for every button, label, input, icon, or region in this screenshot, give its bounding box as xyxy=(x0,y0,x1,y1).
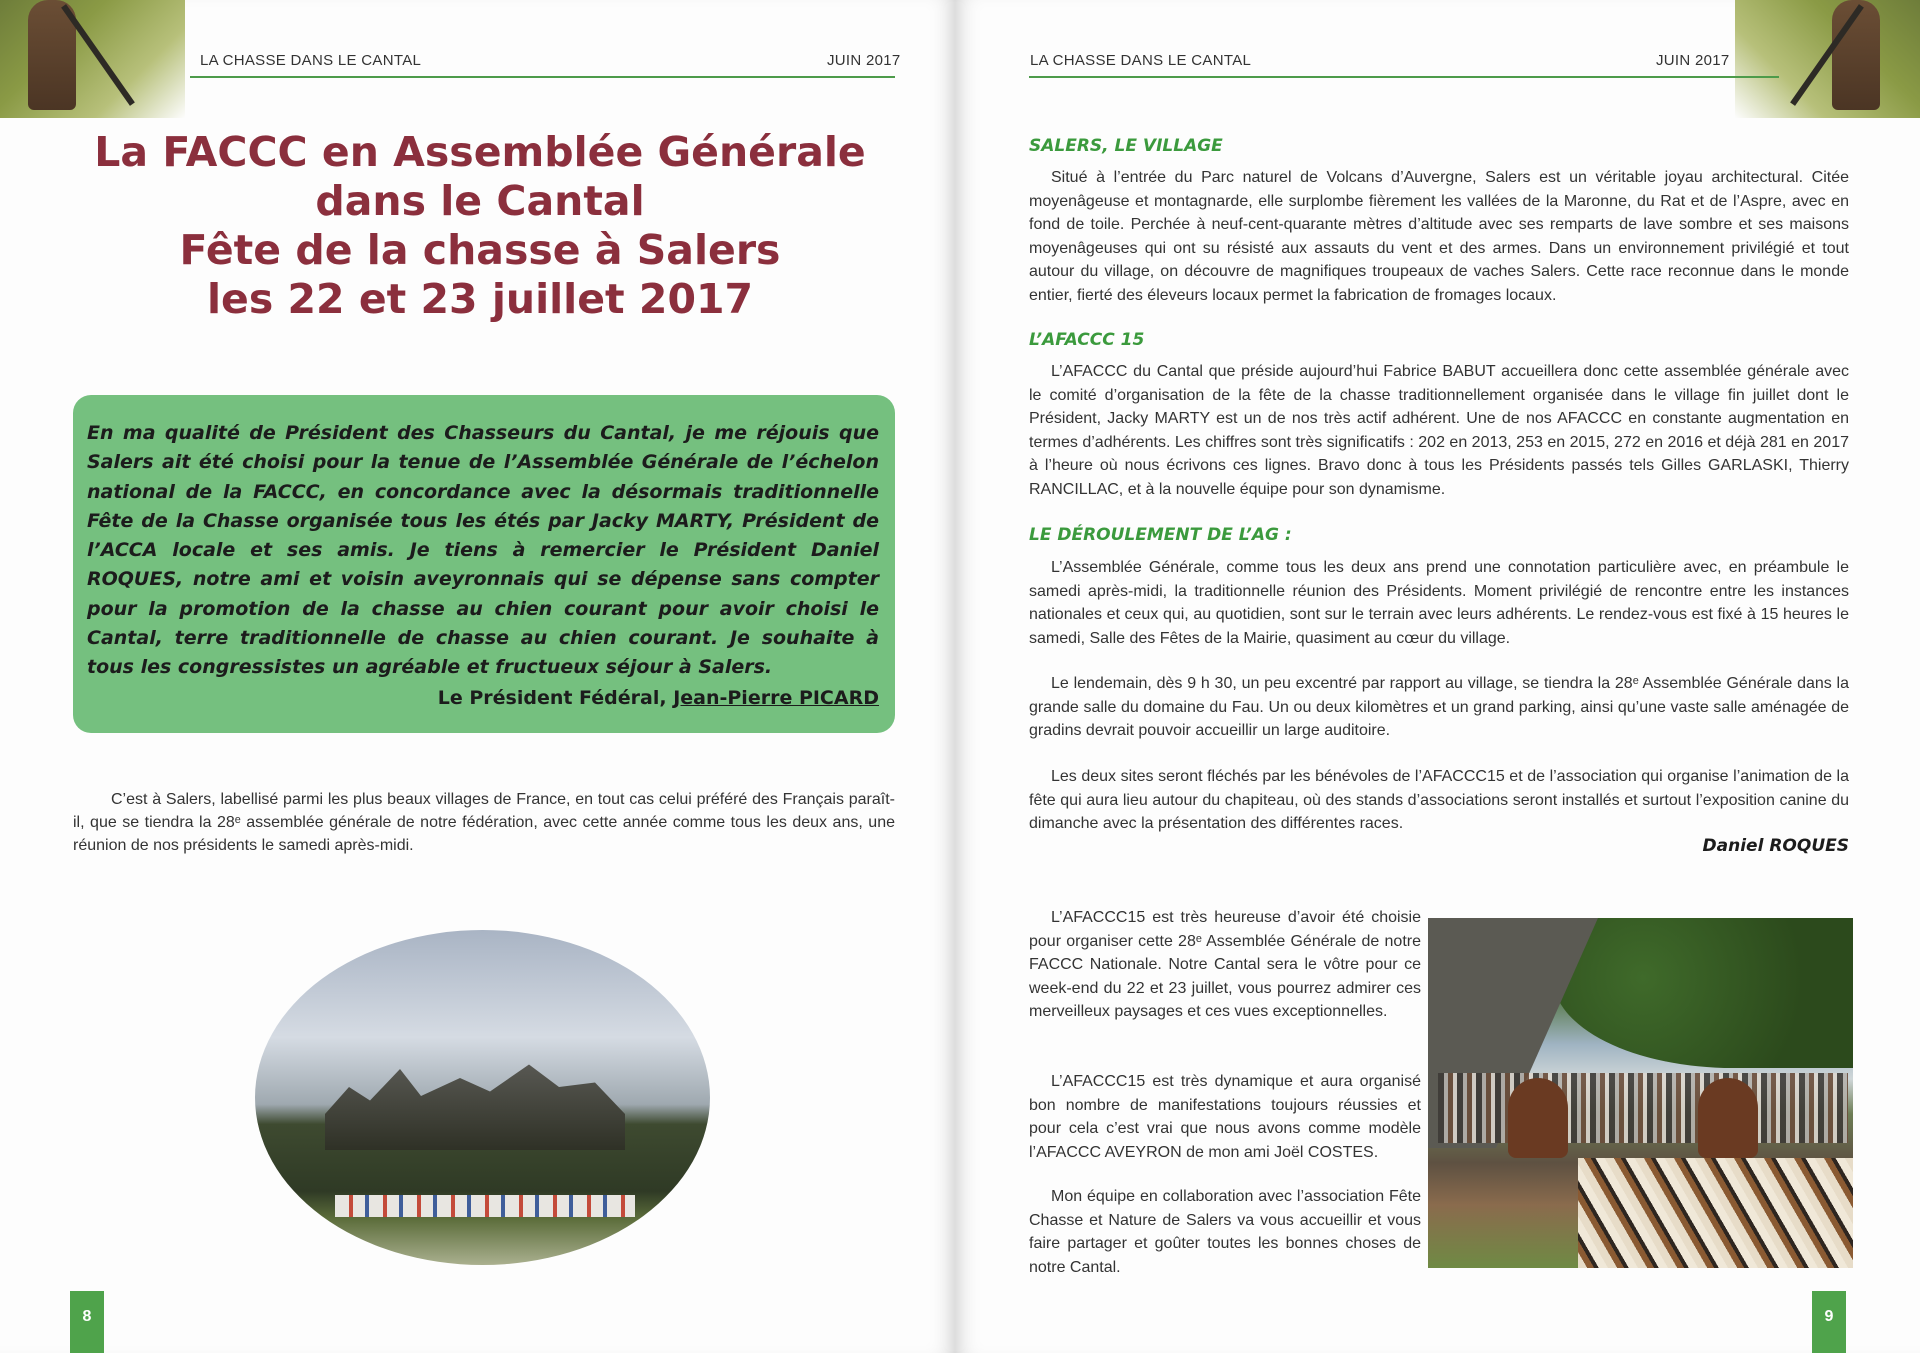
header-publication: LA CHASSE DANS LE CANTAL xyxy=(200,52,422,69)
left-page xyxy=(0,0,955,1353)
header-date: JUIN 2017 xyxy=(1656,52,1730,69)
section-paragraph: Le lendemain, dès 9 h 30, un peu excentré par rapport au village, se tiendra la 28ᵉ Assemblée Générale dans la grande salle du domaine du Fau. Un ou deux kilomètres et un grand parking, ainsi qu’une vaste salle aménagée de gradins devrait pouvoir accueillir un large auditoire. xyxy=(1029,675,1849,739)
article-author: Daniel ROQUES xyxy=(1702,836,1849,856)
section-paragraph: L’AFACCC du Cantal que préside aujourd’hui Fabrice BABUT accueillera donc cette assemblée générale avec le comité d’organisation de la fête de la chasse traditionnellement organisée dans le village fin juillet dont le Président, Jacky MARTY est un de nos très actif adhérent. Une de nos AFACCC en constante augmentation en termes d’adhérents. Les chiffres sont très significatifs : 202 en 2013, 253 en 2015, 272 en 2016 et déjà 281 en 2017 à l’heure où nous écrivons ces lignes. Bravo donc à tous les Présidents passés tels Gilles GARLASKI, Thierry RANCILLAC, et à la nouvelle équipe pour son dynamisme. xyxy=(1029,363,1849,498)
hound-pack xyxy=(1578,1158,1853,1268)
title-line: les 22 et 23 juillet 2017 xyxy=(206,275,754,323)
section-paragraph: L’Assemblée Générale, comme tous les deux ans prend une connotation particulière avec, en préambule le samedi après-midi, la traditionnelle réunion des Présidents. Moment privilégié de rencontre entre les instances nationales et ceux qui, au quotidien, sont sur le terrain avec leurs adhérents. Le rendez-vous est fixé à 15 heures le samedi, Salle des Fêtes de la Mairie, quasiment au cœur du village. xyxy=(1029,559,1849,647)
header-rule xyxy=(190,76,895,78)
hunter-corner-photo xyxy=(0,0,185,118)
header-rule xyxy=(1029,76,1779,78)
signature-role: Le Président Fédéral, xyxy=(437,686,667,709)
section-heading-deroulement: LE DÉROULEMENT DE L’AG : xyxy=(1029,525,1292,545)
title-line: dans le Cantal xyxy=(315,177,645,225)
crowd xyxy=(1438,1073,1848,1143)
article-title xyxy=(60,128,900,324)
salers-village-photo xyxy=(255,930,710,1265)
horse-rider xyxy=(1508,1078,1568,1158)
president-quote-box xyxy=(73,395,895,733)
header-publication: LA CHASSE DANS LE CANTAL xyxy=(1030,52,1252,69)
village-silhouette xyxy=(325,1060,625,1150)
president-quote: En ma qualité de Président des Chasseurs du Cantal, je me réjouis que Salers ait été choisi pour la tenue de l’Assemblée Générale de l’échelon national de la FACCC, en concordance avec la désormais traditionnelle Fête de la Chasse organisée tous les étés par Jacky MARTY, Président de l’ACCA locale et ses amis. Je tiens à remercier le Président Daniel ROQUES, notre ami et voisin aveyronnais qui se dépense sans compter pour la promotion de la chasse au chien courant pour avoir choisi le Cantal, terre traditionnelle de chasse au chien courant. Je souhaite à tous les congressistes un agréable et fructueux séjour à Salers. xyxy=(87,422,879,679)
column-paragraph: L’AFACCC15 est très dynamique et aura organisé bon nombre de manifestations toujours réussies et pour cela c’est vrai que nous avons comme modèle l’AFACCC AVEYRON de mon ami Joël COSTES. xyxy=(1029,1073,1421,1161)
hunt-gathering-photo xyxy=(1428,918,1853,1268)
festival-tents xyxy=(335,1195,635,1217)
section-heading-village: SALERS, LE VILLAGE xyxy=(1029,136,1223,156)
title-line: La FACCC en Assemblée Générale xyxy=(94,128,866,176)
section-paragraph: Les deux sites seront fléchés par les bénévoles de l’AFACCC15 et de l’association qui organise l’animation de la fête qui aura lieu autour du chapiteau, où des stands d’associations seront installés et surtout l’exposition canine du dimanche avec la présentation des différentes races. xyxy=(1029,768,1849,832)
column-paragraph: L’AFACCC15 est très heureuse d’avoir été choisie pour organiser cette 28ᵉ Assemblée Générale de notre FACCC Nationale. Notre Cantal sera le vôtre pour ce week-end du 22 et 23 juillet, vous pourrez admirer ces merveilleux paysages et ces vues exceptionnelles. xyxy=(1029,909,1421,1020)
title-line: Fête de la chasse à Salers xyxy=(179,226,781,274)
signature-name: Jean-Pierre PICARD xyxy=(673,686,879,709)
hunter-corner-photo xyxy=(1735,0,1920,118)
section-paragraph: Situé à l’entrée du Parc naturel de Volcans d’Auvergne, Salers est un véritable joyau architectural. Citée moyenâgeuse et montagnarde, elle surplombe fièrement les vallées de la Maronne, du Rat et de l’Aspre, avec en fond de toile. Perchée à neuf-cent-quarante mètres d’altitude avec ses remparts de lave sombre et ses maisons moyenâgeuses qui ont su résisté aux assauts du vent et des armes. Dans un environnement privilégié et tout autour du village, on découvre de magnifiques troupeaux de vaches Salers. Cette race reconnue dans le monde entier, fierté des éleveurs locaux permet la fabrication de fromages locaux. xyxy=(1029,169,1849,304)
section-heading-afaccc: L’AFACCC 15 xyxy=(1029,330,1145,350)
page-number: 9 xyxy=(1812,1291,1846,1353)
header-date: JUIN 2017 xyxy=(827,52,901,69)
quote-signature xyxy=(87,687,879,709)
tree-foliage xyxy=(1553,918,1853,1068)
horse-rider xyxy=(1698,1078,1758,1158)
column-paragraph: Mon équipe en collaboration avec l’association Fête Chasse et Nature de Salers va vous accueillir et vous faire partager et goûter toutes les bonnes choses de notre Cantal. xyxy=(1029,1188,1421,1276)
intro-paragraph: C’est à Salers, labellisé parmi les plus beaux villages de France, en tout cas celui préféré des Français paraît-il, que se tiendra la 28ᵉ assemblée générale de notre fédération, avec cette année comme tous les deux ans, une réunion de nos présidents le samedi après-midi. xyxy=(73,791,895,854)
page-number: 8 xyxy=(70,1291,104,1353)
